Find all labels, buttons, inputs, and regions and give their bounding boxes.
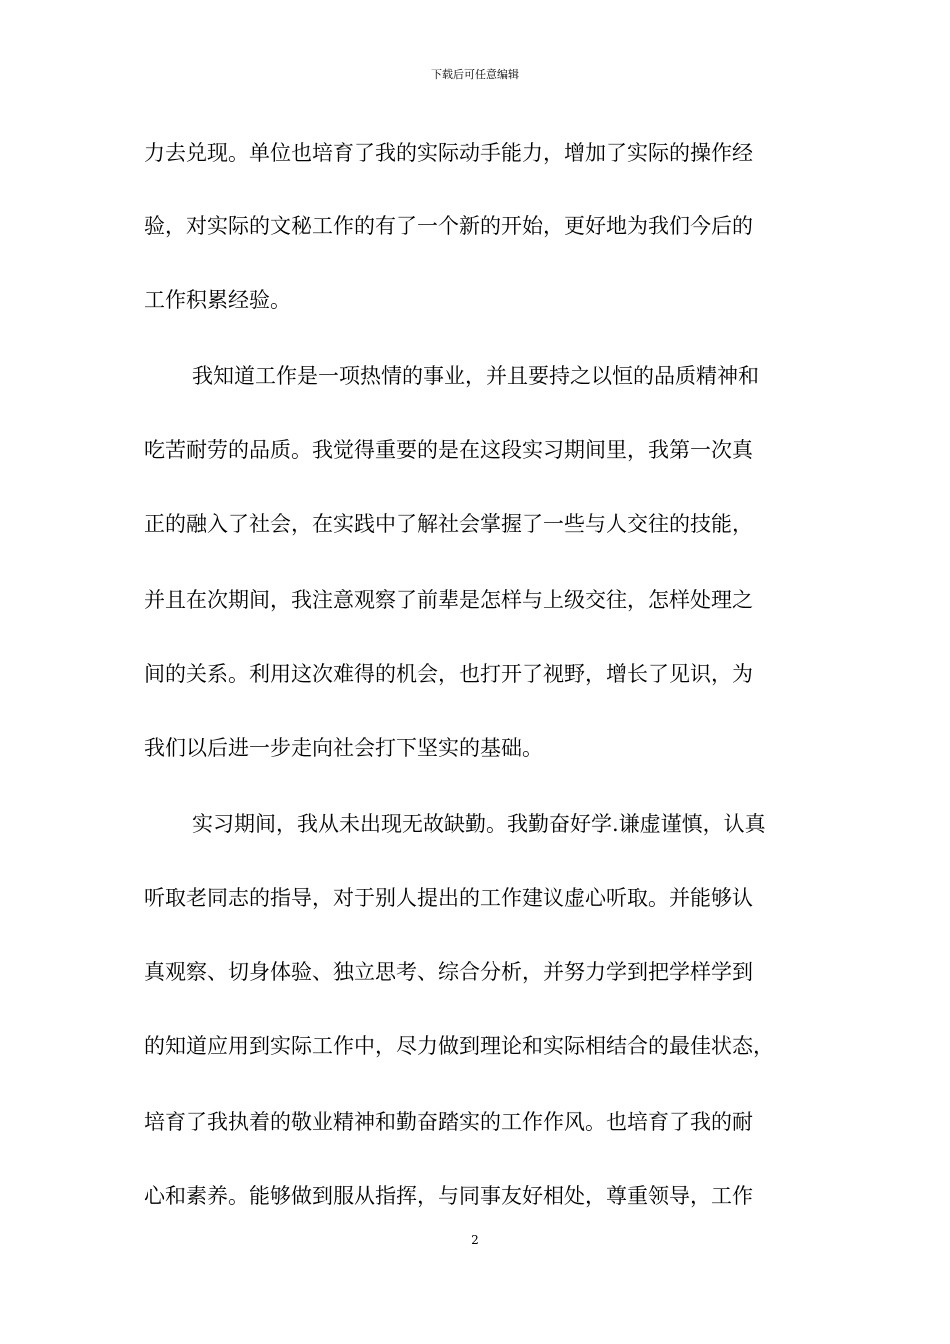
text-line: 工作积累经验。	[144, 288, 291, 312]
text-line: 正的融入了社会，在实践中了解社会掌握了一些与人交往的技能，	[144, 512, 753, 536]
text-line: 力去兑现。单位也培育了我的实际动手能力，增加了实际的操作经	[144, 141, 753, 165]
text-line: 吃苦耐劳的品质。我觉得重要的是在这段实习期间里，我第一次真	[144, 438, 753, 462]
text-line: 验，对实际的文秘工作的有了一个新的开始，更好地为我们今后的	[144, 214, 753, 238]
text-line: 并且在次期间，我注意观察了前辈是怎样与上级交往，怎样处理之	[144, 588, 753, 612]
paragraph-start-line: 实习期间，我从未出现无故缺勤。我勤奋好学.谦虚谨慎，认真	[192, 812, 766, 836]
page-header: 下载后可任意编辑	[431, 68, 519, 81]
text-line: 听取老同志的指导，对于别人提出的工作建议虚心听取。并能够认	[144, 886, 753, 910]
paragraph-start-line: 我知道工作是一项热情的事业，并且要持之以恒的品质精神和	[192, 364, 759, 388]
text-line: 培育了我执着的敬业精神和勤奋踏实的工作作风。也培育了我的耐	[144, 1110, 753, 1134]
text-line: 真观察、切身体验、独立思考、综合分析，并努力学到把学样学到	[144, 960, 753, 984]
text-line: 我们以后进一步走向社会打下坚实的基础。	[144, 736, 543, 760]
text-line: 心和素养。能够做到服从指挥，与同事友好相处，尊重领导，工作	[144, 1184, 753, 1208]
text-line: 的知道应用到实际工作中，尽力做到理论和实际相结合的最佳状态，	[144, 1034, 774, 1058]
text-line: 间的关系。利用这次难得的机会，也打开了视野，增长了见识，为	[144, 662, 753, 686]
page-number: 2	[471, 1233, 479, 1247]
